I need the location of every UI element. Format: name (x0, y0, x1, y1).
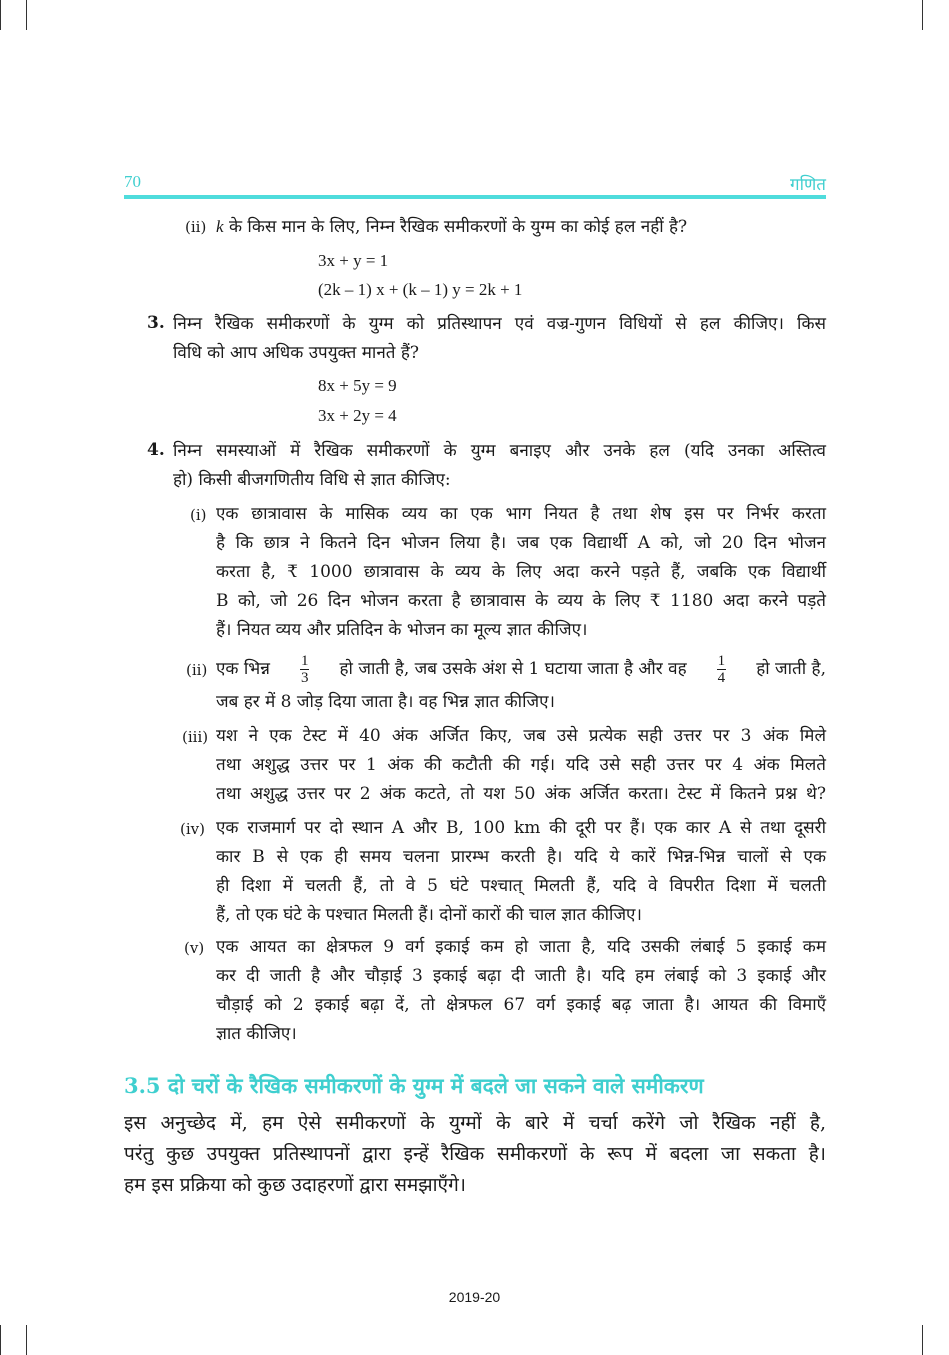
text-segment: हो जाती है, (756, 658, 826, 679)
crop-mark (0, 1325, 1, 1355)
equation: (2k – 1) x + (k – 1) y = 2k + 1 (318, 280, 523, 299)
header-rule (124, 195, 826, 199)
text-line: हम इस प्रक्रिया को कुछ उदाहरणों द्वारा समझाएँगे। (124, 1174, 466, 1196)
crop-mark (26, 0, 27, 30)
text-line: तथा अशुद्ध उत्तर पर 1 अंक की कटौती की गई। यदि उसे सही उत्तर पर 4 अंक मिलते (216, 755, 826, 775)
text-line: विधि को आप अधिक उपयुक्त मानते हैं? (173, 343, 419, 363)
crop-mark (26, 1325, 27, 1355)
numerator: 1 (300, 652, 309, 669)
text-line: निम्न समस्याओं में रैखिक समीकरणों के युग्म बनाइए और उनके हल (यदि उनका अस्तित्व (173, 441, 826, 461)
text-line: तथा अशुद्ध उत्तर पर 2 अंक कटते, तो यश 50 अंक अर्जित करता। टेस्ट में कितने प्रश्न थे? (216, 784, 826, 804)
crop-mark (922, 1325, 923, 1355)
crop-mark (0, 0, 1, 30)
question-4-iii (216, 722, 826, 809)
equation: 3x + 2y = 4 (318, 406, 397, 425)
text-line: B को, जो 26 दिन भोजन करता है छात्रावास के व्यय के लिए ₹ 1180 अदा करने पड़ते (216, 591, 826, 611)
question-4-i (216, 500, 826, 645)
text-line: हैं, तो एक घंटे के पश्चात मिलती हैं। दोनों कारों की चाल ज्ञात कीजिए। (216, 905, 642, 925)
section-heading: 3.5 दो चरों के रैखिक समीकरणों के युग्म में बदले जा सकने वाले समीकरण (124, 1073, 704, 1098)
page-number: 70 (124, 172, 141, 191)
equation: 8x + 5y = 9 (318, 376, 397, 395)
question-number: 4. (147, 440, 165, 460)
footer-year: 2019-20 (448, 1289, 501, 1305)
question-4 (173, 437, 826, 495)
text-line: एक छात्रावास के मासिक व्यय का एक भाग नियत है तथा शेष इस पर निर्भर करता (216, 504, 826, 524)
text-line: कार B से एक ही समय चलना प्रारम्भ करती है। यदि ये कारें भिन्न-भिन्न चालों से एक (216, 847, 826, 867)
fraction-one-third (300, 653, 310, 686)
text-line: करता है, ₹ 1000 छात्रावास के व्यय के लिए अदा करने पड़ते हैं, जबकि एक विद्यार्थी (216, 562, 826, 582)
item-label: (iv) (180, 820, 205, 838)
text-line: चौड़ाई को 2 इकाई बढ़ा दें, तो क्षेत्रफल 67 वर्ग इकाई बढ़ जाता है। आयत की विमाएँ (216, 995, 826, 1015)
text-line: एक राजमार्ग पर दो स्थान A और B, 100 km की दूरी पर हैं। एक कार A से तथा दूसरी (216, 818, 826, 838)
fraction-one-fourth (717, 653, 727, 686)
text-line: है कि छात्र ने कितने दिन भोजन लिया है। जब एक विद्यार्थी A को, जो 20 दिन भोजन (216, 533, 826, 553)
text-line: निम्न रैखिक समीकरणों के युग्म को प्रतिस्थापन एवं वज्र-गुणन विधियों से हल कीजिए। किस (173, 314, 826, 334)
text-line: हैं। नियत व्यय और प्रतिदिन के भोजन का मूल्य ज्ञात कीजिए। (216, 620, 588, 640)
question-3 (173, 310, 826, 368)
text-line: इस अनुच्छेद में, हम ऐसे समीकरणों के युग्मों के बारे में चर्चा करेंगे जो रैखिक नहीं है, (124, 1112, 826, 1134)
question-2-ii (216, 212, 826, 242)
text-segment: हो जाती है, जब उसके अंश से 1 घटाया जाता है और वह (339, 658, 687, 679)
question-4-v (216, 933, 826, 1049)
variable-k: k (216, 217, 224, 236)
text-line: ही दिशा में चलती हैं, तो वे 5 घंटे पश्चात् मिलती हैं, यदि वे विपरीत दिशा में चलती (216, 876, 826, 896)
text-line: यश ने एक टेस्ट में 40 अंक अर्जित किए, जब उसे प्रत्येक सही उत्तर पर 3 अंक मिले (216, 726, 826, 746)
text-line: ज्ञात कीजिए। (216, 1024, 297, 1044)
section-paragraph (124, 1108, 826, 1201)
text-segment: एक भिन्न (216, 658, 270, 679)
text-line: एक आयत का क्षेत्रफल 9 वर्ग इकाई कम हो जाता है, यदि उसकी लंबाई 5 इकाई कम (216, 937, 826, 957)
text-line: कर दी जाती है और चौड़ाई 3 इकाई बढ़ा दी जाती है। यदि हम लंबाई को 3 इकाई और (216, 966, 826, 986)
crop-mark (922, 0, 923, 30)
subject-title: गणित (790, 175, 826, 194)
denominator: 3 (300, 669, 309, 686)
text-line: परंतु कुछ उपयुक्त प्रतिस्थापनों द्वारा इन्हें रैखिक समीकरणों के रूप में बदला जा सकता है। (124, 1143, 826, 1165)
item-label: (v) (184, 939, 205, 957)
question-number: 3. (147, 313, 165, 333)
numerator: 1 (717, 652, 726, 669)
question-4-iv (216, 814, 826, 930)
question-text: के किस मान के लिए, निम्न रैखिक समीकरणों के युग्म का कोई हल नहीं है? (223, 217, 688, 237)
item-label: (ii) (186, 661, 208, 679)
denominator: 4 (717, 669, 726, 686)
text-line: जब हर में 8 जोड़ दिया जाता है। वह भिन्न ज्ञात कीजिए। (216, 692, 555, 712)
text-line: हो) किसी बीजगणितीय विधि से ज्ञात कीजिए: (173, 470, 451, 490)
item-label: (iii) (182, 728, 209, 746)
item-label: (i) (190, 506, 207, 524)
item-label: (ii) (185, 218, 207, 236)
question-4-ii (216, 650, 826, 717)
equation: 3x + y = 1 (318, 251, 389, 270)
